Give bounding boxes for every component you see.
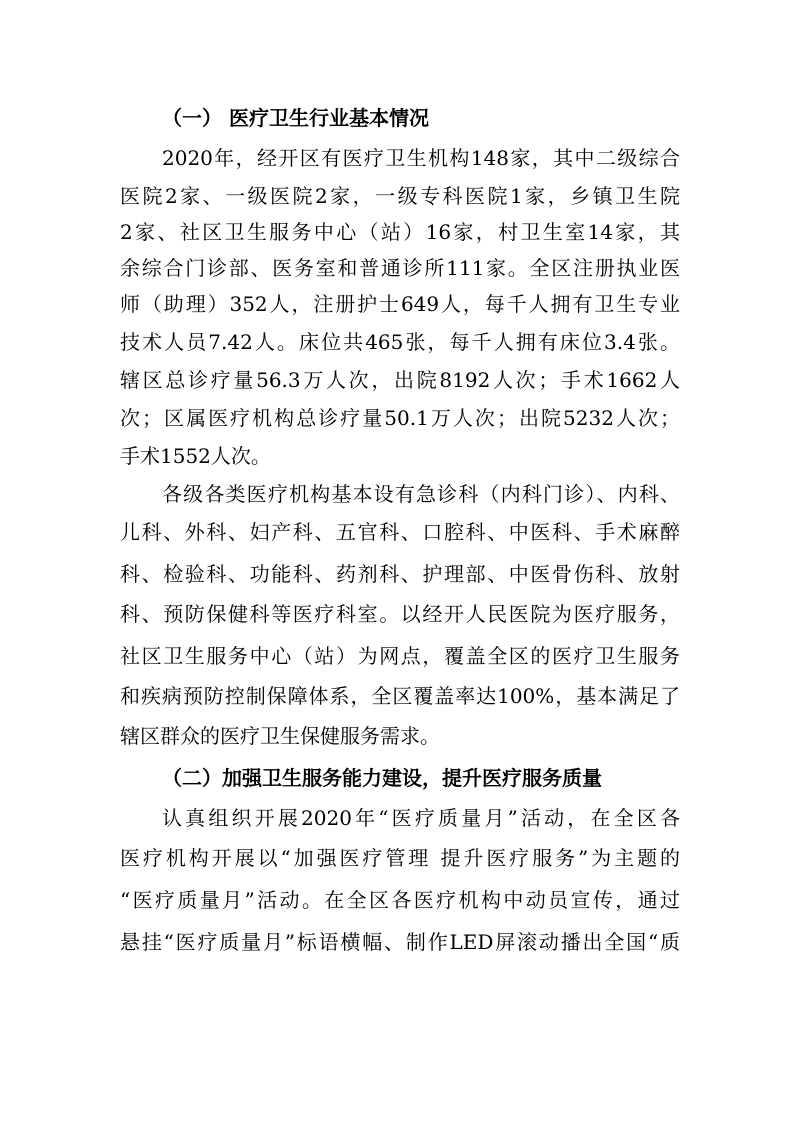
section-heading-2: （二）加强卫生服务能力建设，提升医疗服务质量	[162, 766, 602, 790]
section-heading-1: （一） 医疗卫生行业基本情况	[162, 106, 429, 130]
paragraph-line: 辖区群众的医疗卫生保健服务需求。	[120, 724, 440, 748]
paragraph-line: 医院2家、一级医院2家，一级专科医院1家，乡镇卫生院	[120, 184, 680, 208]
paragraph-line: 辖区总诊疗量56.3万人次，出院8192人次；手术1662人	[120, 368, 680, 392]
paragraph-line: 和疾病预防控制保障体系，全区覆盖率达100%，基本满足了	[120, 684, 680, 708]
paragraph-line: 社区卫生服务中心（站）为网点，覆盖全区的医疗卫生服务	[120, 644, 680, 668]
paragraph-line: 悬挂“医疗质量月”标语横幅、制作LED屏滚动播出全国“质	[120, 930, 680, 954]
paragraph-line: 手术1552人次。	[120, 444, 271, 468]
paragraph-line: 余综合门诊部、医务室和普通诊所111家。全区注册执业医	[120, 256, 680, 280]
paragraph-line: 科、预防保健科等医疗科室。以经开人民医院为医疗服务，	[120, 602, 680, 626]
paragraph-line: 师（助理）352人，注册护士649人，每千人拥有卫生专业	[120, 292, 680, 316]
paragraph-line: 认真组织开展2020年“医疗质量月”活动，在全区各	[162, 806, 680, 830]
paragraph-line: “医疗质量月”活动。在全区各医疗机构中动员宣传，通过	[120, 888, 680, 912]
paragraph-line: 儿科、外科、妇产科、五官科、口腔科、中医科、手术麻醉	[120, 520, 680, 544]
paragraph-line: 2020年，经开区有医疗卫生机构148家，其中二级综合	[162, 146, 680, 170]
paragraph-line: 技术人员7.42人。床位共465张，每千人拥有床位3.4张。	[120, 330, 680, 354]
paragraph-line: 2家、社区卫生服务中心（站）16家，村卫生室14家，其	[120, 220, 680, 244]
paragraph-line: 科、检验科、功能科、药剂科、护理部、中医骨伤科、放射	[120, 562, 680, 586]
paragraph-line: 次；区属医疗机构总诊疗量50.1万人次；出院5232人次；	[120, 406, 680, 430]
paragraph-line: 各级各类医疗机构基本设有急诊科（内科门诊）、内科、	[162, 482, 680, 506]
paragraph-line: 医疗机构开展以“加强医疗管理 提升医疗服务”为主题的	[120, 846, 680, 870]
